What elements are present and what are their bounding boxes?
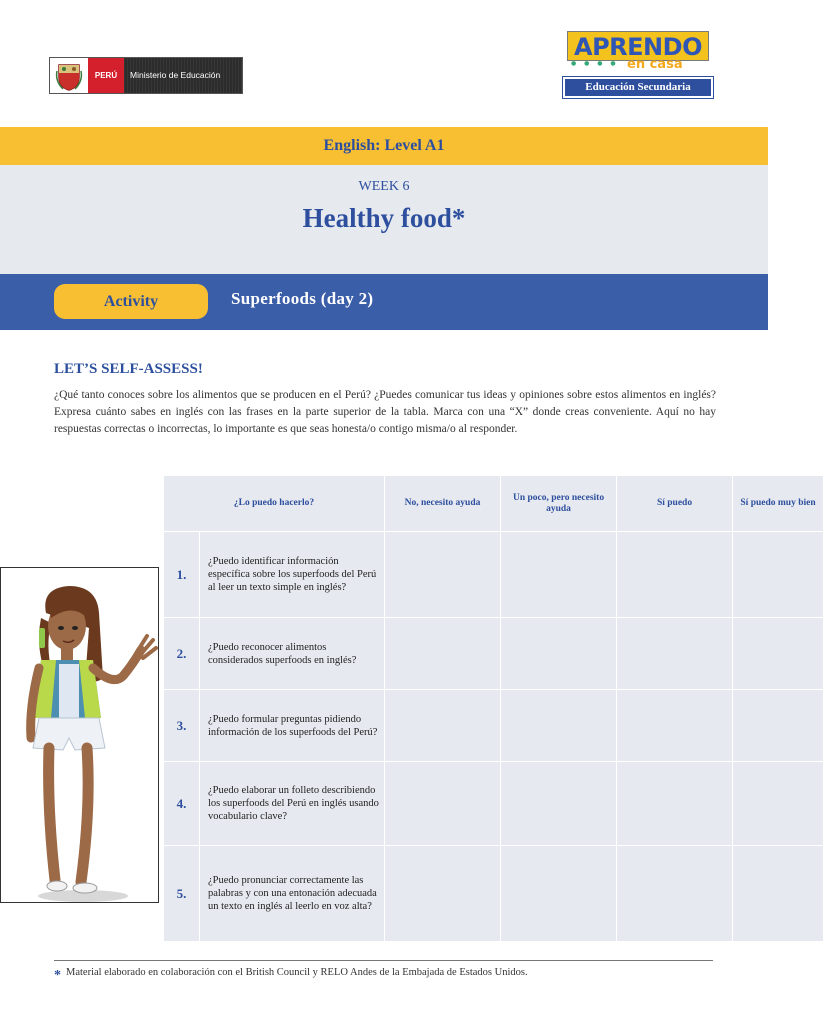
footnote-text: Material elaborado en colaboración con el British Council y RELO Andes de la Embajada de Estados Unidos. (66, 967, 528, 978)
program-subtitle: en casa (627, 57, 683, 72)
row-number: 2. (164, 618, 200, 690)
course-level-band: English: Level A1 (0, 127, 768, 165)
page-title: Healthy food* (302, 203, 466, 233)
answer-cell[interactable] (617, 618, 733, 690)
aprendo-en-casa-logo (563, 31, 713, 99)
answer-cell[interactable] (501, 618, 617, 690)
row-question: ¿Puedo reconocer alimentos considerados superfoods en inglés? (200, 618, 385, 690)
row-question: ¿Puedo identificar información específica sobre los superfoods del Perú al leer un texto simple en inglés? (200, 532, 385, 618)
table-row (164, 618, 824, 690)
footer-divider (54, 960, 713, 961)
answer-cell[interactable] (617, 532, 733, 618)
footnote-marker: * (54, 968, 61, 983)
table-header-cell: Un poco, pero necesito ayuda (501, 476, 617, 532)
answer-cell[interactable] (385, 846, 501, 942)
table-row (164, 532, 824, 618)
table-row (164, 762, 824, 846)
answer-cell[interactable] (385, 690, 501, 762)
title-band (0, 165, 768, 274)
answer-cell[interactable] (733, 846, 824, 942)
ministry-label: Ministerio de Educación (124, 58, 242, 93)
table-row (164, 690, 824, 762)
answer-cell[interactable] (501, 846, 617, 942)
answer-cell[interactable] (733, 532, 824, 618)
row-number: 4. (164, 762, 200, 846)
row-number: 5. (164, 846, 200, 942)
week-label: WEEK 6 (358, 179, 410, 194)
decorative-dots-icon: ● ● ● ● (571, 60, 619, 67)
row-number: 1. (164, 532, 200, 618)
row-question: ¿Puedo elaborar un folleto describiendo los superfoods del Perú en inglés usando vocabulario clave? (200, 762, 385, 846)
answer-cell[interactable] (385, 618, 501, 690)
answer-cell[interactable] (733, 762, 824, 846)
intro-paragraph: ¿Qué tanto conoces sobre los alimentos que se producen en el Perú? ¿Puedes comunicar tus ideas y opiniones sobre estos alimentos en inglés? Expresa cuánto sabes en inglés con las frases en la parte superior de la tabla. Marca con una “X” donde creas conveniente. Aquí no hay respuestas correctas o incorrectas, lo importante es que seas honesta/o contigo misma/o al responder. (54, 389, 716, 435)
answer-cell[interactable] (501, 532, 617, 618)
answer-cell[interactable] (501, 762, 617, 846)
table-header-row (164, 476, 824, 532)
activity-badge: Activity (54, 284, 208, 319)
answer-cell[interactable] (385, 532, 501, 618)
answer-cell[interactable] (617, 690, 733, 762)
activity-topic: Superfoods (day 2) (231, 289, 374, 308)
activity-band (0, 274, 768, 330)
answer-cell[interactable] (617, 846, 733, 942)
answer-cell[interactable] (385, 762, 501, 846)
character-illustration (0, 567, 159, 903)
self-assessment-table (163, 475, 816, 941)
answer-cell[interactable] (733, 618, 824, 690)
program-title: APRENDO (567, 31, 709, 61)
girl-character-icon (1, 568, 160, 904)
answer-cell[interactable] (733, 690, 824, 762)
row-number: 3. (164, 690, 200, 762)
row-question: ¿Puedo pronunciar correctamente las palabras y con una entonación adecuada un texto en inglés al leerlo en voz alta? (200, 846, 385, 942)
coat-of-arms-icon (50, 58, 88, 93)
country-label: PERÚ (88, 58, 124, 93)
table-header-cell: ¿Lo puedo hacerlo? (164, 476, 385, 532)
section-heading: LET’S SELF-ASSESS! (54, 361, 203, 377)
table-row (164, 846, 824, 942)
row-question: ¿Puedo formular preguntas pidiendo información de los superfoods del Perú? (200, 690, 385, 762)
program-level: Educación Secundaria (563, 77, 713, 98)
table-header-cell: Sí puedo (617, 476, 733, 532)
ministry-logo (49, 57, 243, 94)
answer-cell[interactable] (501, 690, 617, 762)
table-header-cell: Sí puedo muy bien (733, 476, 824, 532)
answer-cell[interactable] (617, 762, 733, 846)
table-header-cell: No, necesito ayuda (385, 476, 501, 532)
